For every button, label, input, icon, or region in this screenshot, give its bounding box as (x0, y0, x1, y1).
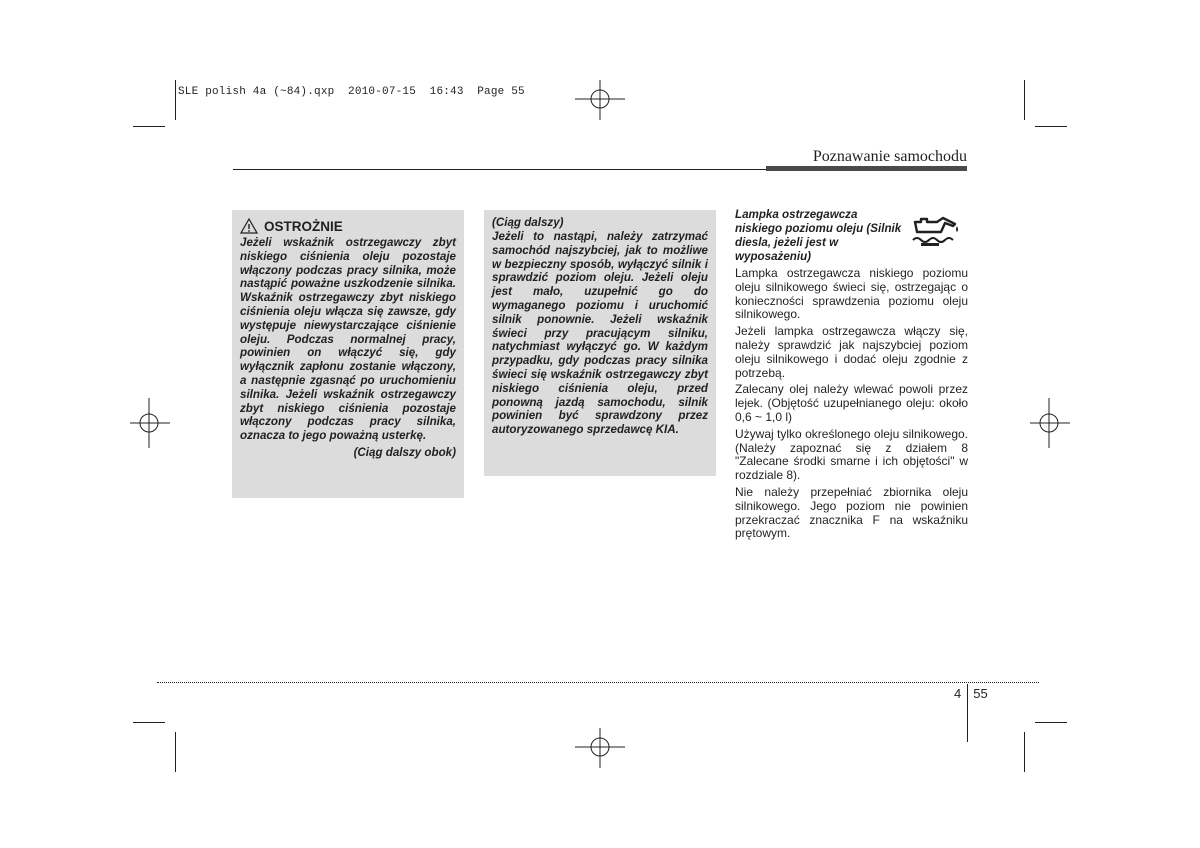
lamp-paragraph: Zalecany olej należy wlewać powoli przez lejek. (Objętość uzupełnianego oleju: około 0,6 ~ 1,0 l) (735, 382, 968, 424)
header-bar (766, 166, 967, 171)
section-number: 4 (954, 686, 962, 701)
lamp-paragraph: Lampka ostrzegawcza niskiego poziomu oleju silnikowego świeci się, ostrzegając o konieczności sprawdzenia poziomu oleju silnikowego. (735, 266, 968, 322)
crop-mark (133, 126, 165, 127)
lamp-paragraph: Używaj tylko określonego oleju silnikowego. (Należy zapoznać się z działem 8 "Zalecane środki smarne i ich objętości" w rozdziale 8). (735, 426, 968, 483)
warning-triangle-icon (240, 218, 258, 234)
crop-mark (1024, 732, 1025, 772)
lamp-paragraph: Nie należy przepełniać zbiornika oleju silnikowego. Jego poziom nie powinien przekraczać znacznika F na wskaźniku prętowym. (735, 484, 968, 541)
crop-mark (1035, 126, 1067, 127)
page-number (954, 686, 988, 701)
continuation-text: Jeżeli to nastąpi, należy zatrzymać samochód najszybciej, jak to możliwe w bezpieczny sposób, wyłączyć silnik i sprawdzić poziom oleju. Jeżeli oleju jest mało, uzupełnić go do wymaganego poziomu i uruchomić silnik ponownie. Jeżeli wskaźnik świeci przy pracującym silniku, natychmiast wyłączyć go. W każdym przypadku, gdy podczas pracy silnika świeci się wskaźnik ostrzegawczy zbyt niskiego ciśnienia oleju, przed ponowną jazdą samochodu, silnik powinien być sprawdzony przez autoryzowanego sprzedawcę KIA. (492, 230, 708, 437)
crop-mark (175, 80, 176, 120)
page-number-value: 55 (973, 686, 988, 701)
registration-mark-icon (130, 398, 170, 448)
registration-mark-icon (575, 728, 625, 768)
crop-mark (133, 722, 165, 723)
crop-mark (1035, 722, 1067, 723)
continuation-heading: (Ciąg dalszy) (492, 216, 564, 229)
caution-box (232, 210, 464, 498)
lamp-section (735, 208, 968, 541)
caution-text: Jeżeli wskaźnik ostrzegawczy zbyt niskiego ciśnienia oleju pozostaje włączony podczas pracy silnika, może nastąpić poważne uszkodzenie silnika. Wskaźnik ostrzegawczy zbyt niskiego ciśnienia oleju włącza się zawsze, gdy występuje niewystarczające ciśnienie oleju. Podczas normalnej pracy, powinien on włączyć się, gdy wyłącznik zapłonu zostanie włączony, a następnie zgasnąć po uruchomieniu silnika. Jeżeli wskaźnik ostrzegawczy zbyt niskiego ciśnienia pozostaje włączony podczas pracy silnika, oznacza to jego poważną usterkę. (240, 236, 456, 443)
caution-heading (240, 218, 456, 234)
registration-mark-icon (575, 80, 625, 120)
caution-title: OSTROŻNIE (264, 218, 343, 234)
crop-mark (175, 732, 176, 772)
footer-dotted-rule (157, 682, 1039, 683)
lamp-section-heading: Lampka ostrzegawcza niskiego poziomu oleju (Silnik diesla, jeżeli jest w wyposażeniu) (735, 208, 902, 263)
caution-continuation-box (484, 210, 716, 476)
lamp-paragraph: Jeżeli lampka ostrzegawcza włączy się, należy sprawdzić jak najszybciej poziom oleju silnikowego i dodać oleju zgodnie z potrzebą. (735, 324, 968, 380)
registration-mark-icon (1030, 398, 1070, 448)
oil-level-warning-icon (907, 210, 967, 252)
section-title: Poznawanie samochodu (812, 148, 967, 165)
continued-note: (Ciąg dalszy obok) (353, 445, 456, 459)
print-slug: SLE polish 4a (~84).qxp 2010-07-15 16:43 Page 55 (178, 86, 525, 98)
crop-mark (1024, 80, 1025, 120)
